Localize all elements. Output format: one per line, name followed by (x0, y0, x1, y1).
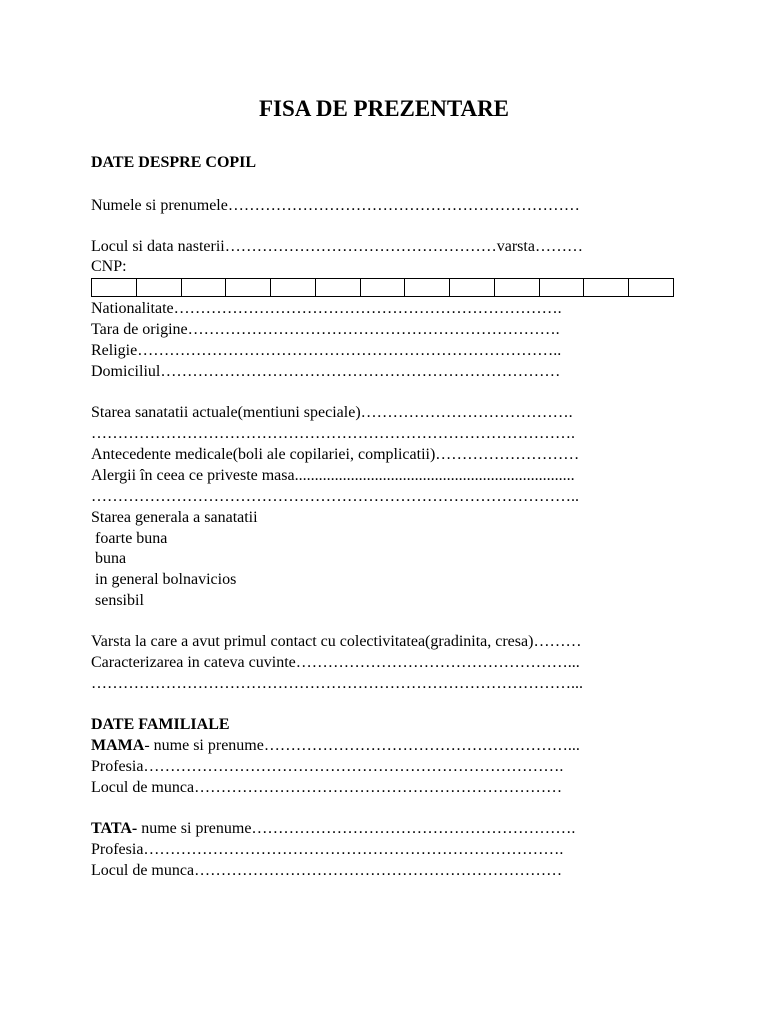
child-section-heading: DATE DESPRE COPIL (91, 154, 257, 171)
cnp-digit-box (182, 279, 227, 296)
father-profession-line: Profesia……………………………………………………………………. (91, 841, 564, 858)
general-health-option: buna (95, 550, 127, 567)
mother-workplace-line: Locul de munca…………………………………………………………… (91, 779, 563, 796)
cnp-digit-box (495, 279, 540, 296)
cnp-digit-box (584, 279, 629, 296)
food-allergies-blank-line: ……………………………………………………………………………….. (91, 488, 579, 505)
father-name-line (91, 819, 575, 839)
mother-profession-line: Profesia……………………………………………………………………. (91, 758, 564, 775)
cnp-digit-box (92, 279, 137, 296)
general-health-label: Starea generala a sanatatii (91, 509, 258, 526)
mother-label: MAMA (91, 737, 145, 754)
child-name-line: Numele si prenumele………………………………………………………… (91, 197, 580, 214)
address-line: Domiciliul………………………………………………………………… (91, 363, 561, 380)
cnp-digit-box (137, 279, 182, 296)
page-title: FISA DE PREZENTARE (258, 96, 510, 121)
country-of-origin-line: Tara de origine……………………………………………………………. (91, 321, 560, 338)
current-health-line: Starea sanatatii actuale(mentiuni speciale)…………………………………. (91, 404, 573, 421)
cnp-digit-box (629, 279, 673, 296)
cnp-input-grid (91, 278, 674, 297)
cnp-label: CNP: (91, 258, 127, 275)
general-health-option: sensibil (95, 592, 144, 609)
father-workplace-line: Locul de munca…………………………………………………………… (91, 862, 563, 879)
cnp-digit-box (405, 279, 450, 296)
mother-name-line (91, 736, 580, 756)
mother-name-field: - nume si prenume…………………………………………………... (144, 737, 580, 754)
cnp-digit-box (271, 279, 316, 296)
birth-place-date-line: Locul si data nasterii……………………………………………varsta……… (91, 238, 583, 255)
cnp-digit-box (450, 279, 495, 296)
nationality-line: Nationalitate………………………………………………………………. (91, 300, 562, 317)
general-health-option: foarte buna (95, 530, 168, 547)
religion-line: Religie…………………………………………………………………….. (91, 342, 562, 359)
father-name-field: nume si prenume……………………………………………………. (137, 820, 576, 837)
cnp-digit-box (226, 279, 271, 296)
family-section-heading: DATE FAMILIALE (91, 716, 230, 733)
cnp-digit-box (316, 279, 361, 296)
medical-history-line: Antecedente medicale(boli ale copilariei, complicatii)……………………… (91, 446, 580, 463)
food-allergies-line: Alergii în ceea ce priveste masa...................................................................... (91, 467, 575, 484)
current-health-blank-line: ………………………………………………………………………………. (91, 425, 575, 442)
first-contact-age-line: Varsta la care a avut primul contact cu colectivitatea(gradinita, cresa)……… (91, 633, 582, 650)
father-label: TATA- (91, 820, 138, 837)
cnp-digit-box (540, 279, 585, 296)
cnp-digit-box (361, 279, 406, 296)
character-description-line: Caracterizarea in cateva cuvinte……………………………………………... (91, 654, 580, 671)
general-health-option: in general bolnavicios (95, 571, 237, 588)
character-description-blank-line: ………………………………………………………………………………... (91, 675, 583, 692)
